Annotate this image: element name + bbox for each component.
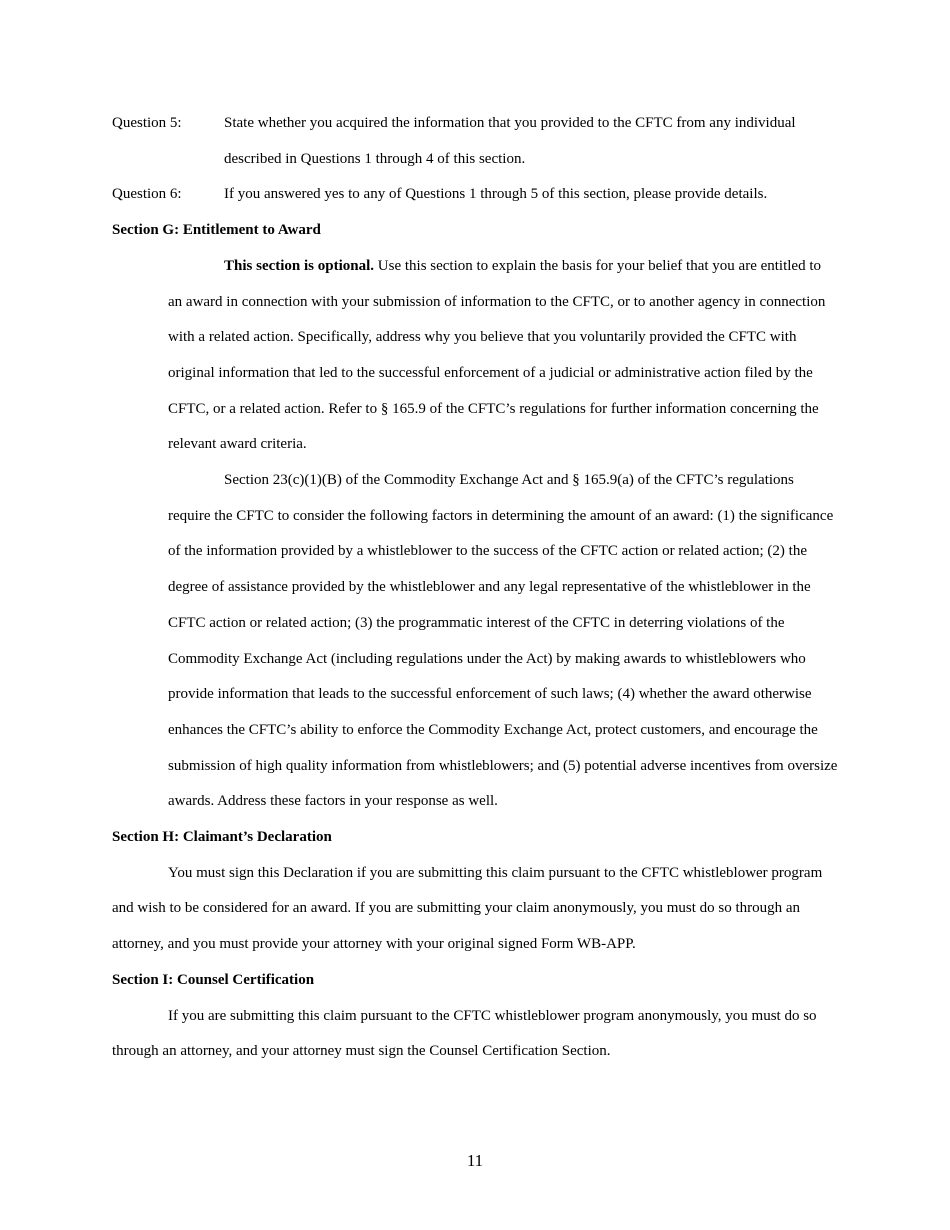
section-g-paragraph-2: Section 23(c)(1)(B) of the Commodity Exchange Act and § 165.9(a) of the CFTC’s regulations require the CFTC to consider the following factors in determining the amount of an award: (1) the significance of the information provided by a whistleblower to the success of the CFTC action or related action; (2) the degree of assistance provided by the whistleblower and any legal representative of the whistleblower in the CFTC action or related action; (3) the programmatic interest of the CFTC in deterring violations of the Commodity Exchange Act (including regulations under the Act) by making awards to whistleblowers who provide information that leads to the successful enforcement of such laws; (4) whether the award otherwise enhances the CFTC’s ability to enforce the Commodity Exchange Act, protect customers, and encourage the submission of high quality information from whistleblowers; and (5) potential adverse incentives from oversize awards. Address these factors in your response as well. <box>168 472 838 810</box>
section-i-heading: Section I: Counsel Certification <box>112 971 315 988</box>
section-g-paragraph-1-text: Use this section to explain the basis for your belief that you are entitled to an award in connection with your submission of information to the CFTC, or to another agency in connection with a related action. Specifically, address why you believe that you voluntarily provided the CFTC with original information that led to the successful enforcement of a judicial or administrative action filed by the CFTC, or a related action. Refer to § 165.9 of the CFTC’s regulations for further information concerning the relevant award criteria. <box>168 257 826 453</box>
section-h-paragraph: You must sign this Declaration if you are submitting this claim pursuant to the CFTC whistleblower program and wish to be considered for an award. If you are submitting your claim anonymously, you must do so through an attorney, and you must provide your attorney with your original signed Form WB-APP. <box>112 864 823 953</box>
section-i-paragraph: If you are submitting this claim pursuant to the CFTC whistleblower program anonymously, you must do so through an attorney, and your attorney must sign the Counsel Certification Section. <box>112 1007 817 1060</box>
section-h-heading: Section H: Claimant’s Declaration <box>112 829 332 846</box>
section-g-paragraph-1 <box>168 249 838 463</box>
question-5 <box>112 106 838 177</box>
question-label: Question 6: <box>112 186 182 203</box>
section-g-body <box>168 249 838 820</box>
document-page <box>112 106 838 1070</box>
question-6 <box>112 177 838 213</box>
question-text: If you answered yes to any of Questions 1 through 5 of this section, please provide details. <box>224 186 768 203</box>
section-g-heading: Section G: Entitlement to Award <box>112 222 321 239</box>
question-label: Question 5: <box>112 115 182 131</box>
page-number: 11 <box>466 1151 484 1170</box>
optional-lead: This section is optional. <box>224 257 375 274</box>
question-text: State whether you acquired the information that you provided to the CFTC from any individual described in Questions 1 through 4 of this section. <box>224 115 796 167</box>
